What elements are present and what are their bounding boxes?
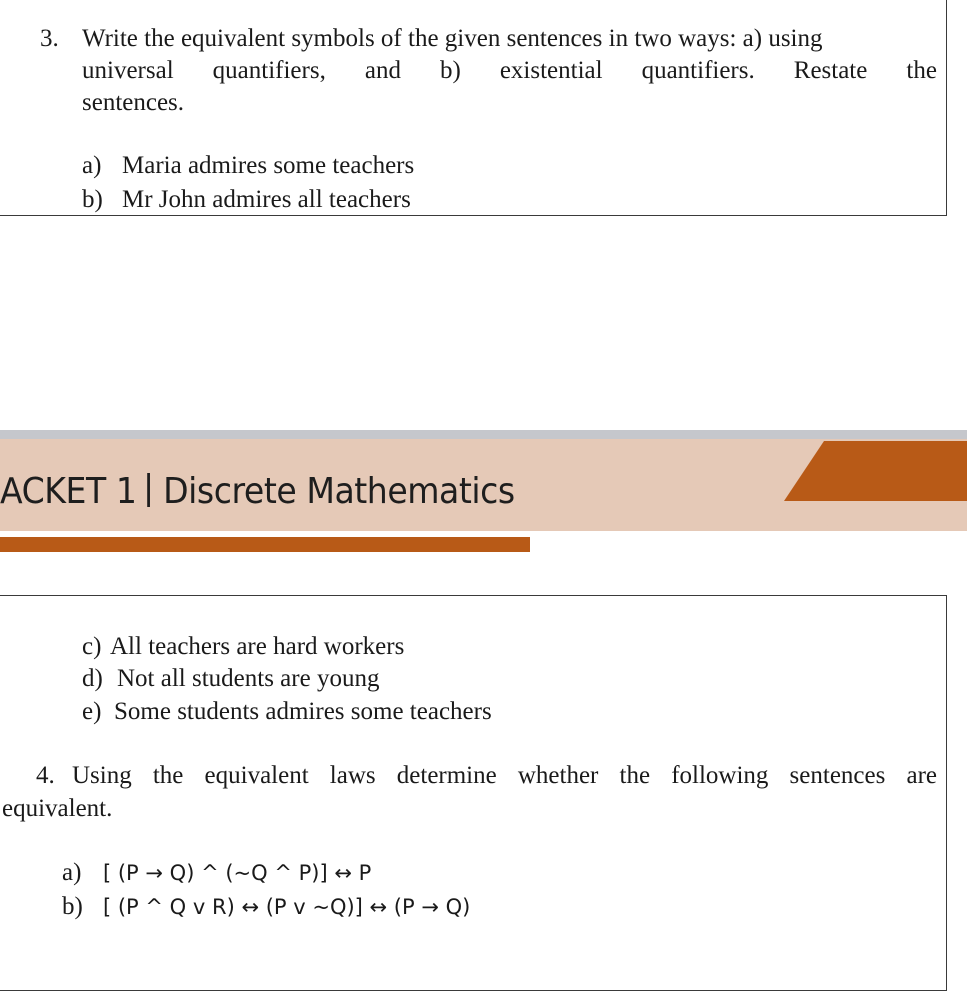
item-label: c) [82, 633, 102, 660]
item-text: Mr John admires all teachers [122, 186, 411, 213]
item-text: Maria admires some teachers [122, 152, 415, 179]
item-label: a) [82, 152, 102, 179]
item-label: a) [62, 859, 82, 886]
course-title: Discrete Mathematics [163, 471, 515, 512]
question-3-number: 3. [40, 25, 59, 52]
word: and [364, 57, 401, 84]
banner-title [0, 466, 515, 518]
banner-accent-shape [770, 439, 967, 531]
word: existential [499, 57, 603, 84]
banner-underline [0, 537, 530, 552]
word: the [906, 57, 937, 84]
formula-a: [ (P → Q) ^ (~Q ^ P)] ↔ P [103, 861, 372, 885]
item-label: b) [82, 186, 103, 213]
question-3-line-3: sentences. [82, 89, 185, 116]
question-4-line-2: equivalent. [2, 795, 113, 822]
word: universal [82, 57, 174, 84]
item-text: Some students admires some teachers [114, 698, 492, 725]
word: Restate [793, 57, 868, 84]
word: quantifiers. [641, 57, 755, 84]
word: quantifiers, [212, 57, 326, 84]
question-4-line-1: Using the equivalent laws determine whether the following sentences are [72, 762, 937, 789]
divider [148, 473, 151, 507]
question-3-line-1: Write the equivalent symbols of the given sentences in two ways: a) using [82, 25, 823, 52]
formula-b: [ (P ^ Q v R) ↔ (P v ~Q)] ↔ (P → Q) [103, 895, 471, 919]
item-text: Not all students are young [117, 665, 380, 692]
banner-top-rule [0, 430, 967, 439]
item-label: b) [62, 893, 83, 920]
packet-label: ACKET 1 [0, 471, 137, 512]
item-label: d) [82, 665, 103, 692]
item-label: e) [82, 698, 102, 725]
item-text: All teachers are hard workers [110, 633, 405, 660]
word: b) [439, 57, 461, 84]
question-4-number: 4. [36, 762, 55, 789]
question-3-line-2 [82, 55, 937, 87]
